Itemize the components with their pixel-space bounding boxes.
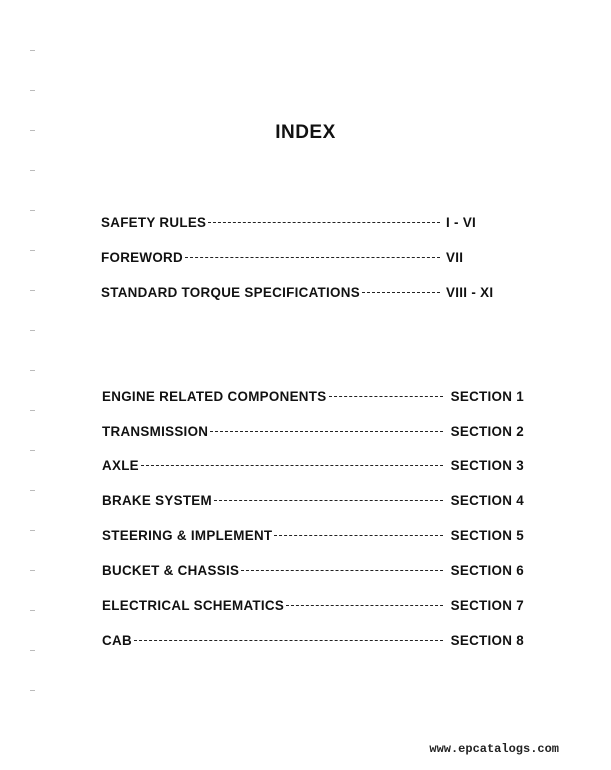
index-entry [101, 215, 526, 233]
watermark-url: www.epcatalogs.com [429, 742, 559, 756]
entry-page: SECTION 1 [450, 389, 524, 404]
entry-page: SECTION 4 [450, 493, 524, 508]
entry-label: SAFETY RULES [101, 215, 207, 230]
entry-page: SECTION 8 [450, 633, 524, 648]
index-entry [102, 424, 524, 442]
dot-leader [208, 222, 440, 223]
index-entry [102, 458, 524, 476]
index-entry [102, 633, 524, 651]
entry-label: STEERING & IMPLEMENT [102, 528, 273, 543]
entry-label: AXLE [102, 458, 139, 473]
dot-leader [362, 292, 440, 293]
entry-label: TRANSMISSION [102, 424, 209, 439]
entry-label: BUCKET & CHASSIS [102, 563, 240, 578]
index-entry [102, 528, 524, 546]
entry-label: BRAKE SYSTEM [102, 493, 212, 508]
dot-leader [210, 431, 442, 432]
entry-label: STANDARD TORQUE SPECIFICATIONS [101, 285, 360, 300]
entry-page: SECTION 2 [450, 424, 524, 439]
dot-leader [141, 465, 443, 466]
index-entry [102, 563, 524, 581]
entry-label: ENGINE RELATED COMPONENTS [102, 389, 327, 404]
entry-page: SECTION 3 [450, 458, 524, 473]
dot-leader [214, 500, 443, 501]
dot-leader [329, 396, 443, 397]
index-entry [101, 285, 526, 303]
entry-page: VII [446, 250, 464, 265]
entry-label: CAB [102, 633, 132, 648]
page-title: INDEX [275, 122, 336, 143]
entry-page: VIII - XI [446, 285, 494, 300]
entry-page: SECTION 6 [450, 563, 524, 578]
dot-leader [286, 605, 442, 606]
index-entry [101, 250, 526, 268]
entry-label: ELECTRICAL SCHEMATICS [102, 598, 285, 613]
dot-leader [134, 640, 443, 641]
index-entry [102, 389, 524, 407]
entry-page: SECTION 5 [450, 528, 524, 543]
entry-page: SECTION 7 [450, 598, 524, 613]
index-entry [102, 598, 524, 616]
entry-label: FOREWORD [101, 250, 183, 265]
dot-leader [241, 570, 442, 571]
dot-leader [185, 257, 440, 258]
dot-leader [274, 535, 442, 536]
index-entry [102, 493, 524, 511]
entry-page: I - VI [446, 215, 477, 230]
